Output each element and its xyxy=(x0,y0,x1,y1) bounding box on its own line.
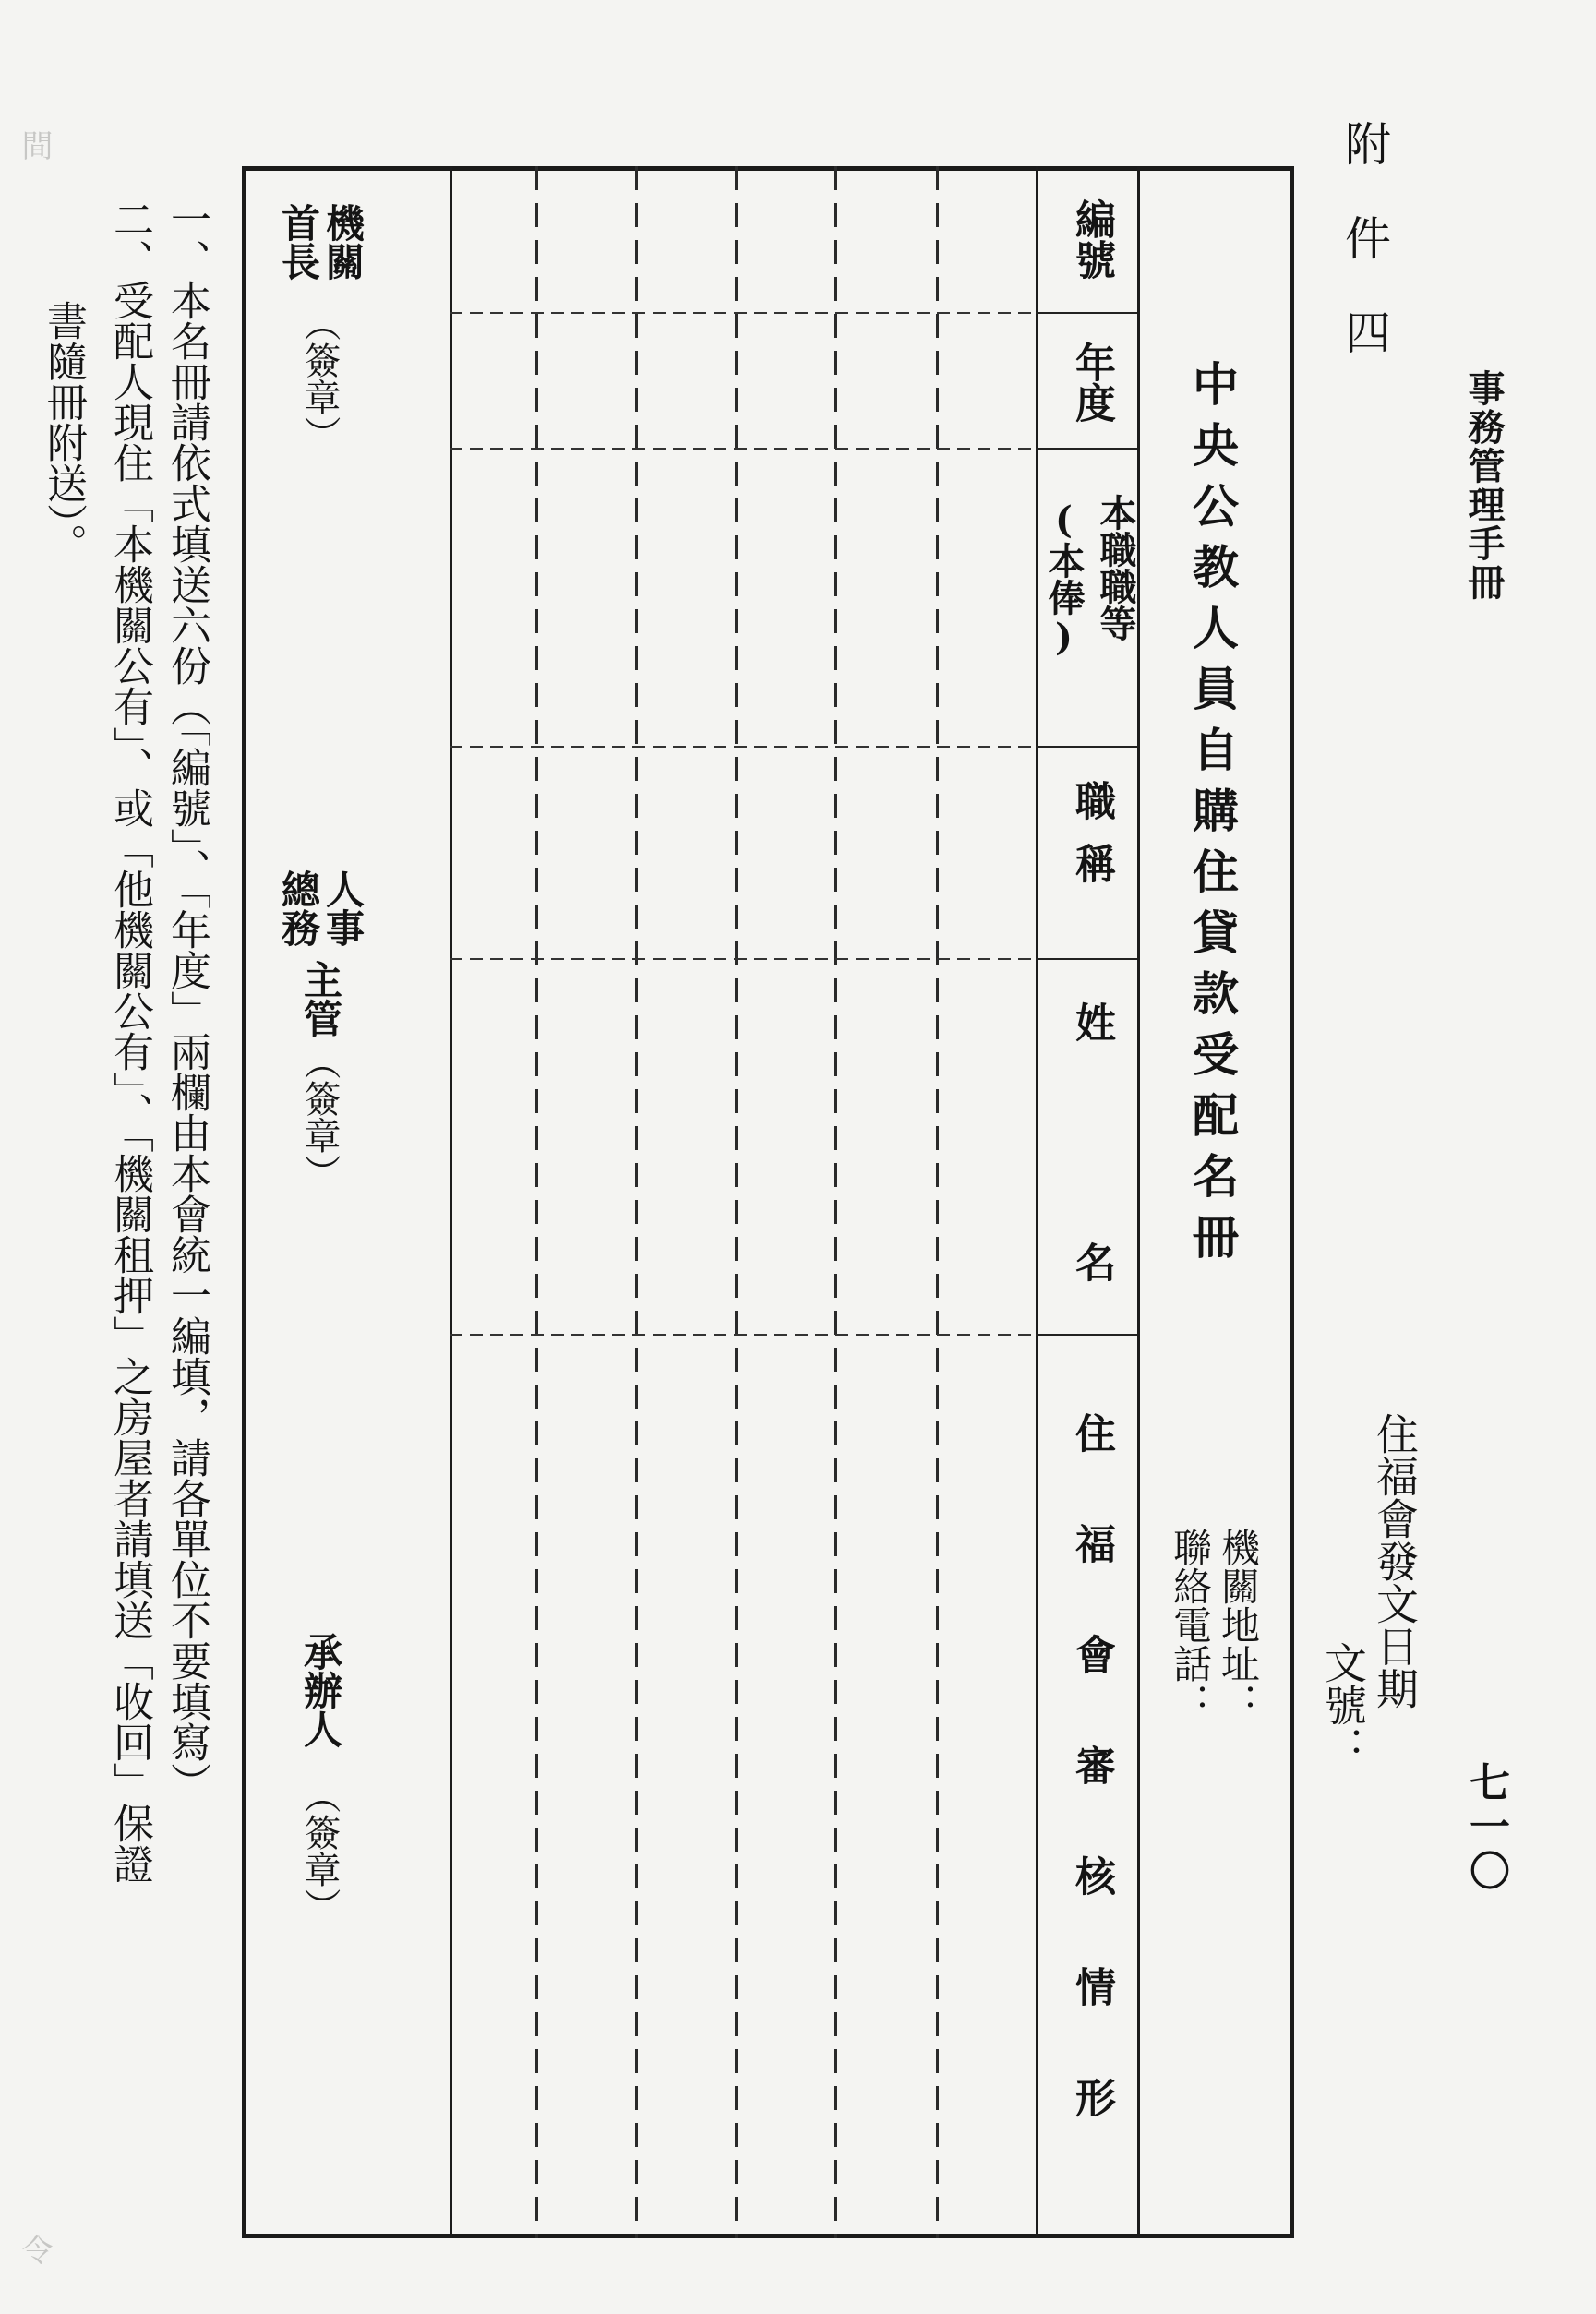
note-2: 二、受配人現住「本機關公有」、或「他機關公有」、「機關租押」之房屋者請填送「收回」保證 xyxy=(106,198,153,1884)
col-rank-header: 本職職等 xyxy=(1094,494,1137,641)
roster-table xyxy=(242,166,1294,2238)
col-name-header-1: 姓 xyxy=(1068,1001,1115,1042)
contact-phone-label: 聯絡電話： xyxy=(1168,1528,1213,1721)
col-year-header: 年度 xyxy=(1068,342,1115,423)
agency-head-label-1: 機關 xyxy=(320,203,366,281)
appendix-label: 附件四 xyxy=(1338,120,1391,402)
book-title: 事務管理手冊 xyxy=(1462,369,1506,602)
personnel-seal: （簽章） xyxy=(298,1043,341,1191)
clerk-seal: （簽章） xyxy=(298,1777,341,1924)
personnel-role: 主管 xyxy=(298,960,343,1037)
personnel-label-1: 人事 xyxy=(320,869,366,947)
agency-head-seal: （簽章） xyxy=(298,305,341,452)
bleed-through-char: 令 xyxy=(16,2234,53,2265)
issuer-number-label: 文號： xyxy=(1318,1641,1368,1768)
col-title-header: 職稱 xyxy=(1068,780,1115,905)
col-review-header: 住福會審核情形 xyxy=(1068,1412,1115,2188)
issuer-date-label: 住福會發文日期 xyxy=(1370,1412,1420,1709)
personnel-label-2: 總務 xyxy=(276,869,321,947)
form-title: 中央公教人員自購住貸款受配名冊 xyxy=(1185,360,1240,1274)
col-name-header-2: 名 xyxy=(1068,1241,1115,1282)
note-1: 一、本名冊請依式填送六份（「編號」、「年度」兩欄由本會統一編填，請各單位不要填寫） xyxy=(163,198,210,1803)
clerk-label: 承辦人 xyxy=(298,1632,343,1748)
agency-address-label: 機關地址： xyxy=(1216,1528,1261,1721)
page-number: 七一〇 xyxy=(1462,1761,1509,1894)
col-number-header: 編號 xyxy=(1068,198,1115,280)
note-2-continuation: 書隨冊附送）。 xyxy=(40,300,87,564)
agency-head-label-2: 首長 xyxy=(276,203,321,281)
col-rank-subheader: (本俸) xyxy=(1042,498,1086,659)
bleed-through-char: 間 xyxy=(16,129,53,161)
